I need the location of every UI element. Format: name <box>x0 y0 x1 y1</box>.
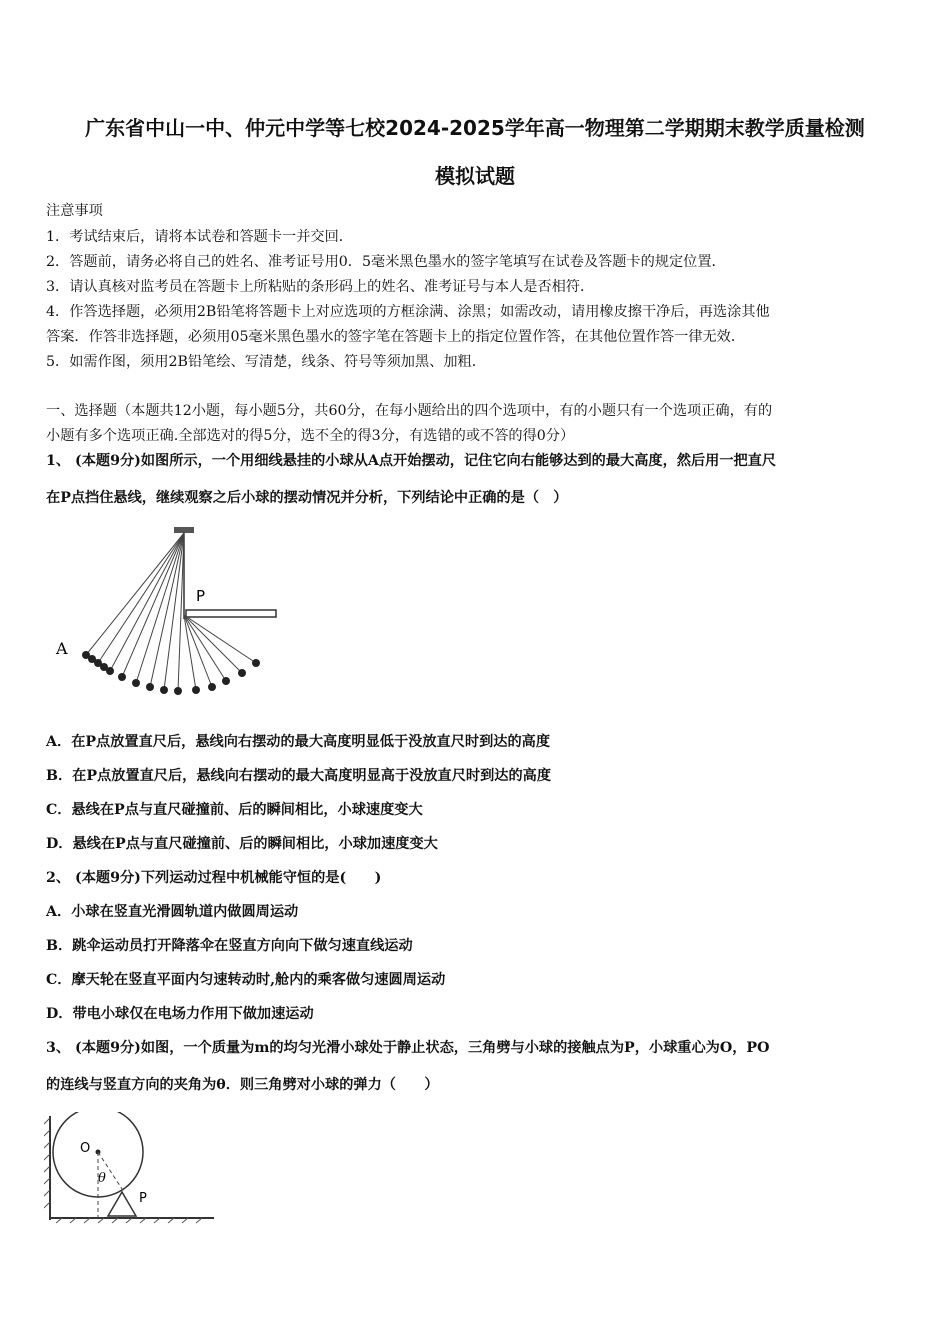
q2-option-b: B．跳伞运动员打开降落伞在竖直方向向下做匀速直线运动 <box>46 938 413 954</box>
q1-option-b: B．在P点放置直尺后，悬线向右摆动的最大高度明显高于没放直尺时到达的高度 <box>46 768 552 784</box>
q3-stem: 3、 (本题9分)如图，一个质量为m的均匀光滑小球处于静止状态，三角劈与小球的接触点为P，小球重心为O，PO <box>46 1040 770 1056</box>
q1-stem-cont: 在P点挡住悬线，继续观察之后小球的摆动情况并分析，下列结论中正确的是（ ） <box>46 490 568 506</box>
notice-heading: 注意事项 <box>46 203 103 219</box>
wedge <box>108 1192 136 1216</box>
notice-item-5: 5．如需作图，须用2B铅笔绘、写清楚，线条、符号等须加黑、加粗． <box>46 354 486 370</box>
notice-item-3: 3．请认真核对监考员在答题卡上所粘贴的条形码上的姓名、准考证号与本人是否相符． <box>46 279 595 295</box>
section-1-intro: 一、选择题（本题共12小题，每小题5分，共60分，在每小题给出的四个选项中，有的小题只有一个选项正确，有的 <box>46 403 773 419</box>
contact-p-label: P <box>139 1191 147 1206</box>
notice-item-2: 2．答题前，请务必将自己的姓名、准考证号用0．5毫米黑色墨水的签字笔填写在试卷及答题卡的规定位置． <box>46 254 726 270</box>
q1-option-c: C．悬线在P点与直尺碰撞前、后的瞬间相比，小球速度变大 <box>46 802 423 818</box>
q1-option-d: D．悬线在P点与直尺碰撞前、后的瞬间相比，小球加速度变大 <box>46 836 438 852</box>
section-1-intro-cont: 小题有多个选项正确.全部选对的得5分，选不全的得3分，有选错的或不答的得0分） <box>46 428 575 444</box>
point-a-label: A <box>56 639 68 658</box>
pendulum-balls <box>82 651 260 695</box>
notice-item-1: 1．考试结束后，请将本试卷和答题卡一并交回． <box>46 229 353 245</box>
exam-title: 广东省中山一中、仲元中学等七校2024-2025学年高一物理第二学期期末教学质量检测 <box>85 116 865 140</box>
q1-stem: 1、 (本题9分)如图所示，一个用细线悬挂的小球从A点开始摆动，记住它向右能够达到的最大高度，然后用一把直尺 <box>46 453 777 469</box>
q2-option-c: C．摩天轮在竖直平面内匀速转动时,舱内的乘客做匀速圆周运动 <box>46 972 446 988</box>
ruler <box>186 610 276 617</box>
q1-option-a: A．在P点放置直尺后，悬线向右摆动的最大高度明显低于没放直尺时到达的高度 <box>46 734 551 750</box>
sphere-wedge-figure <box>44 1112 216 1224</box>
q2-option-a: A．小球在竖直光滑圆轨道内做圆周运动 <box>46 904 299 920</box>
theta-label: θ <box>98 1171 106 1186</box>
center-o-label: O <box>80 1141 91 1156</box>
pendulum-figure <box>46 525 286 705</box>
notice-item-4-cont: 答案．作答非选择题，必须用05毫米黑色墨水的签字笔在答题卡上的指定位置作答，在其他位置作答一律无效． <box>46 329 746 345</box>
point-p-label: P <box>196 587 206 605</box>
notice-item-4: 4．作答选择题，必须用2B铅笔将答题卡上对应选项的方框涂满、涂黑；如需改动，请用橡皮擦干净后，再选涂其他 <box>46 304 770 320</box>
q2-stem: 2、 (本题9分)下列运动过程中机械能守恒的是( ) <box>46 870 382 886</box>
q2-option-d: D．带电小球仅在电场力作用下做加速运动 <box>46 1006 314 1022</box>
pivot-mount <box>174 527 194 533</box>
q3-stem-cont: 的连线与竖直方向的夹角为θ．则三角劈对小球的弹力（ ） <box>46 1077 439 1093</box>
exam-subtitle: 模拟试题 <box>435 164 515 188</box>
